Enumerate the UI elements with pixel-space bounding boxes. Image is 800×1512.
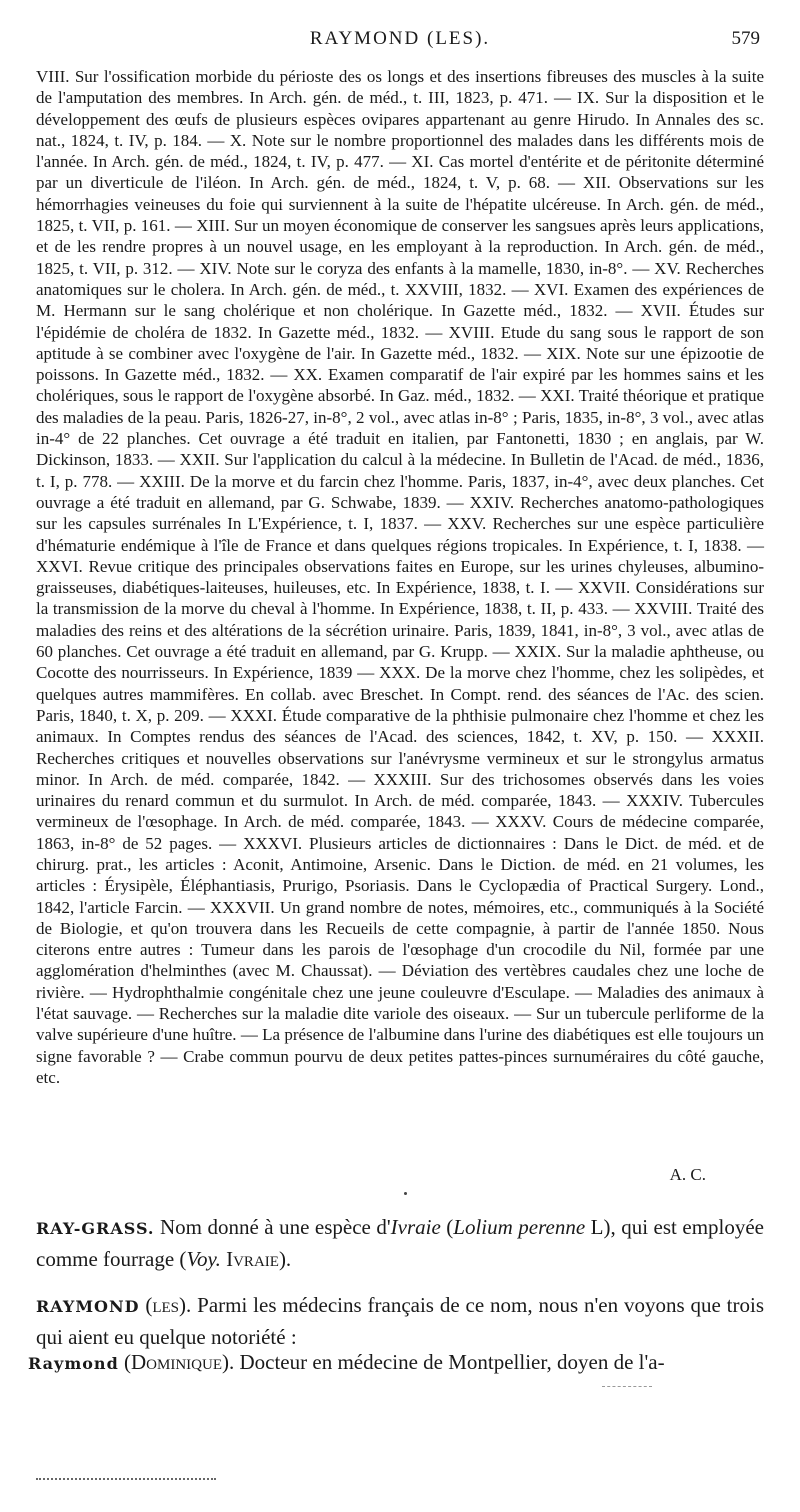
- entry-headword: Raymond: [28, 1354, 119, 1373]
- entry-headword: RAY-GRASS.: [36, 1219, 155, 1238]
- entry-text: (: [440, 1215, 454, 1239]
- entry-raymond-les: [36, 1290, 764, 1352]
- page-header: [0, 28, 800, 60]
- page-number: 579: [731, 28, 760, 49]
- entry-text: ).: [278, 1247, 292, 1271]
- entry-text: Nom donné à une espèce d': [160, 1215, 391, 1239]
- faint-mark: [602, 1386, 652, 1387]
- footer-rule: [36, 1478, 216, 1480]
- entry-raymond-dominique: [28, 1347, 764, 1379]
- entry-qualifier: (les).: [145, 1293, 192, 1317]
- entry-text: Parmi les médecins français de ce nom, nous n'en voyons que trois qui aient eu quelque notoriété :: [36, 1293, 765, 1349]
- entry-italic-term: Ivraie: [390, 1215, 441, 1239]
- bibliography-paragraph: VIII. Sur l'ossification morbide du périoste des os longs et des insertions fibreuses des muscles à la suite de l'amputation des membres. In Arch. gén. de méd., t. III, 1823, p. 471. — IX. Sur la disposition et le développement des œufs de plusieurs espèces ovipares appartenant au genre Hirudo. In Annales des sc. nat., 1824, t. IV, p. 184. — X. Note sur le nombre proportionnel des malades dans les différents mois de l'année. In Arch. gén. de méd., 1824, t. IV, p. 477. — XI. Cas mortel d'entérite et de péritonite déterminé par un diverticule de l'iléon. In Arch. gén. de méd., 1824, t. V, p. 68. — XII. Observations sur les hémorrhagies veineuses du foie qui surviennent à la suite de l'hépatite ulcéreuse. In Arch. gén. de méd., 1825, t. VII, p. 161. — XIII. Sur un moyen économique de conserver les sangsues après leurs applications, et de les rendre propres à un nouvel usage, en les employant à la reproduction. In Arch. gén. de méd., 1825, t. VII, p. 312. — XIV. Note sur le coryza des enfants à la mamelle, 1830, in-8°. — XV. Recherches anatomiques sur le cholera. In Arch. gén. de méd., t. XXVIII, 1832. — XVI. Examen des expériences de M. Hermann sur le sang cholérique et non cholérique. In Gazette méd., 1832. — XVII. Études sur l'épidémie de choléra de 1832. In Gazette méd., 1832. — XVIII. Etude du sang sous le rapport de son aptitude à se combiner avec l'oxygène de l'air. In Gazette méd., 1832. — XIX. Note sur une épizootie de poissons. In Gazette méd., 1832. — XX. Examen comparatif de l'air expiré par les hommes sains et les cholériques, sous le rapport de l'oxygène absorbé. In Gaz. méd., 1832. — XXI. Traité théorique et pratique des maladies de la peau. Paris, 1826-27, in-8°, 2 vol., avec atlas in-8° ; Paris, 1835, in-8°, 3 vol., avec atlas in-4° de 22 planches. Cet ouvrage a été traduit en italien, par Fantonetti, 1830 ; en anglais, par W. Dickinson, 1833. — XXII. Sur l'application du calcul à la médecine. In Bulletin de l'Acad. de méd., 1836, t. I, p. 778. — XXIII. De la morve et du farcin chez l'homme. Paris, 1837, in-4°, avec deux planches. Cet ouvrage a été traduit en allemand, par G. Schwabe, 1839. — XXIV. Recherches anatomo-pathologiques sur les capsules surrénales In L'Expérience, t. I, 1837. — XXV. Recherches sur une espèce particulière d'hématurie endémique à l'île de France et dans quelques régions tropicales. In Expérience, t. I, 1838. — XXVI. Revue critique des principales observations faites en Europe, sur les urines chyleuses, albumino-graisseuses, diabétiques-laiteuses, huileuses, etc. In Expérience, 1838, t. I. — XXVII. Considérations sur la transmission de la morve du cheval à l'homme. In Expérience, 1838, t. II, p. 433. — XXVIII. Traité des maladies des reins et des altérations de la sécrétion urinaire. Paris, 1839, 1841, in-8°, 3 vol., avec atlas de 60 planches. Cet ouvrage a été traduit en allemand, par G. Krupp. — XXIX. Sur la maladie aphtheuse, ou Cocotte des nourrisseurs. In Expérience, 1839 — XXX. De la morve chez l'homme, chez les solipèdes, et quelques autres mammifères. En collab. avec Breschet. In Compt. rend. des séances de l'Ac. des scien. Paris, 1840, t. X, p. 209. — XXXI. Étude comparative de la phthisie pulmonaire chez l'homme et chez les animaux. In Comptes rendus des séances de l'Acad. des sciences, 1842, t. XV, p. 150. — XXXII. Recherches critiques et nouvelles observations sur l'anévrysme vermineux et sur le strongylus armatus minor. In Arch. de méd. comparée, 1842. — XXXIII. Sur des trichosomes observés dans les voies urinaires du renard commun et du surmulot. In Arch. de méd. comparée, 1843. — XXXIV. Tubercules vermineux de l'œsophage. In Arch. de méd. comparée, 1843. — XXXV. Cours de médecine comparée, 1863, in-8° de 52 pages. — XXXVI. Plusieurs articles de dictionnaires : Dans le Dict. de méd. et de chirurg. prat., les articles : Aconit, Antimoine, Arsenic. Dans le Diction. de méd. en 21 volumes, les articles : Érysipèle, Éléphantiasis, Prurigo, Psoriasis. Dans le Cyclopædia of Practical Surgery. Lond., 1842, l'article Farcin. — XXXVII. Un grand nombre de notes, mémoires, etc., communiqués à la Société de Biologie, et qu'on trouvera dans les Recueils de cette compagnie, à partir de l'année 1850. Nous citerons entre autres : Tumeur dans les parois de l'œsophage d'un crocodile du Nil, formée par une agglomération d'helminthes (avec M. Chaussat). — Déviation des vertèbres caudales chez une loche de rivière. — Hydrophthalmie congénitale chez une jeune couleuvre d'Esculape. — Maladies des animaux à l'état sauvage. — Recherches sur la maladie dite variole des oiseaux. — Sur un tubercule perliforme de la valve supérieure d'une huître. — La présence de l'albumine dans l'urine des diabétiques est elle toujours un signe favorable ? — Crabe commun pourvu de deux petites pattes-pinces surnuméraires du côté gauche, etc.: [36, 67, 764, 1087]
- cross-reference: Ivraie: [226, 1247, 279, 1271]
- entry-text: Docteur en médecine de Montpellier, doyen de l'a-: [239, 1350, 665, 1374]
- section-divider: [404, 1192, 407, 1195]
- author-signature: A. C.: [669, 1165, 706, 1184]
- running-head: RAYMOND (LES).: [309, 28, 491, 49]
- entry-text: L), qui est employée comme fourrage (: [36, 1215, 764, 1271]
- entry-italic-term: Voy.: [186, 1247, 221, 1271]
- entry-italic-term: Lolium perenne: [453, 1215, 586, 1239]
- entry-forename: (Dominique).: [124, 1350, 235, 1374]
- entry-ray-grass: [36, 1212, 764, 1274]
- entry-headword: RAYMOND: [36, 1297, 140, 1316]
